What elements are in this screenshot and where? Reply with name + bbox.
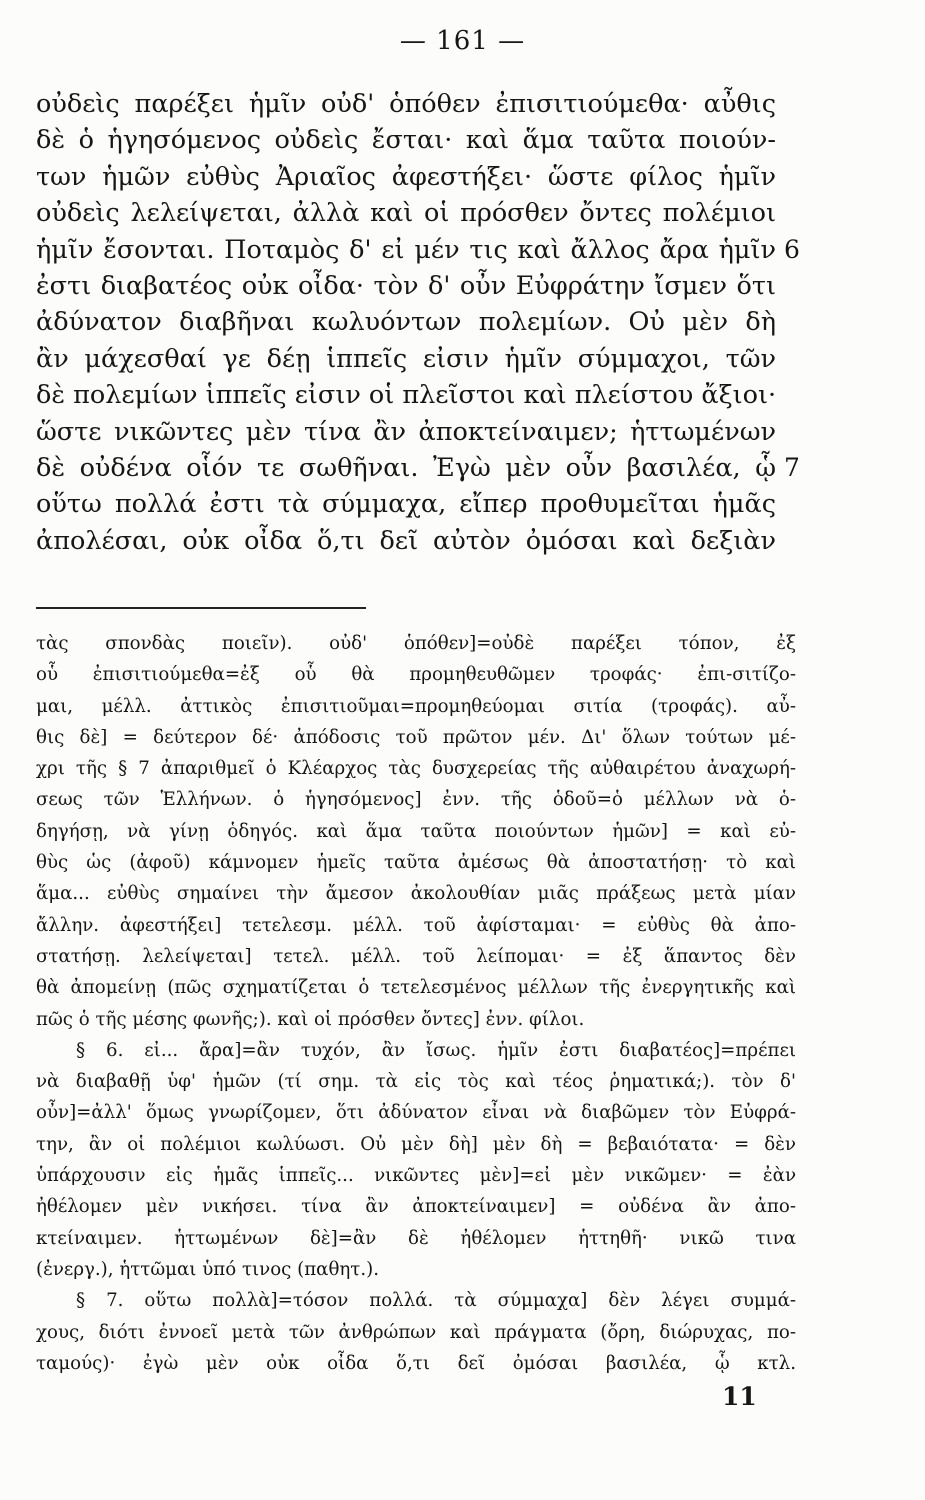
note-line: τὰς σπονδὰς ποιεῖν). οὐδ' ὁπόθεν]=οὐδὲ παρέξει τόπον, ἐξ xyxy=(36,633,796,654)
note-line: νὰ διαβαθῇ ὑφ' ἡμῶν (τί σημ. τὰ εἰς τὸς καὶ τέος ῥηματικά;). τὸν δ' xyxy=(36,1071,796,1093)
main-text-line: ἡμῖν ἔσονται. Ποταμὸς δ' εἰ μέν τις καὶ ἄλλος ἄρα ἡμῖν xyxy=(36,234,776,265)
page-number: — 161 — xyxy=(399,26,526,56)
note-line: χους, διότι ἐννοεῖ μετὰ τῶν ἀνθρώπων καὶ πράγματα (ὄρη, διώρυχας, πο- xyxy=(36,1321,796,1343)
main-text-line: ἐστι διαβατέος οὐκ οἶδα· τὸν δ' οὖν Εὐφράτην ἴσμεν ὅτι xyxy=(36,270,776,301)
main-text xyxy=(36,86,776,559)
note-line: § 6. εἰ... ἄρα]=ἂν τυχόν, ἂν ἴσως. ἡμῖν ἐστι διαβατέος]=πρέπει xyxy=(76,1039,796,1061)
note-line: πῶς ὁ τῆς μέσης φωνῆς;). καὶ οἱ πρόσθεν ὄντες] ἐνν. φίλοι. xyxy=(36,1008,585,1030)
note-line: § 7. οὕτω πολλὰ]=τόσον πολλά. τὰ σύμμαχα] δὲν λέγει συμμά- xyxy=(76,1290,796,1312)
note-line: μαι, μέλλ. ἀττικὸς ἐπισιτιοῦμαι=προμηθεύομαι σιτία (τροφάς). αὖ- xyxy=(36,695,796,717)
section-number-6: 6 xyxy=(784,234,800,264)
note-line: ταμούς)· ἐγὼ μὲν οὐκ οἶδα ὅ,τι δεῖ ὀμόσαι βασιλέα, ᾧ κτλ. xyxy=(36,1352,796,1374)
note-line: ἄλλην. ἀφεστήξει] τετελεσμ. μέλλ. τοῦ ἀφίσταμαι· = εὐθὺς θὰ ἀπο- xyxy=(36,914,796,936)
note-line: θὰ ἀπομείνῃ (πῶς σχηματίζεται ὁ τετελεσμένος μέλλων τῆς ἐνεργητικῆς καὶ xyxy=(36,977,796,999)
main-text-line: των ἡμῶν εὐθὺς Ἀριαῖος ἀφεστήξει· ὥστε φίλος ἡμῖν xyxy=(36,161,776,192)
main-text-line: ἀδύνατον διαβῆναι κωλυόντων πολεμίων. Οὐ μὲν δὴ xyxy=(36,307,776,338)
note-line: ὑπάρχουσιν εἰς ἡμᾶς ἱππεῖς... νικῶντες μὲν]=εἰ μὲν νικῶμεν· = ἐὰν xyxy=(36,1165,796,1187)
main-text-line: ἂν μάχεσθαί γε δέῃ ἱππεῖς εἰσιν ἡμῖν σύμμαχοι, τῶν xyxy=(36,343,776,374)
note-line: σεως τῶν Ἑλλήνων. ὁ ἡγησόμενος] ἐνν. τῆς ὁδοῦ=ὁ μέλλων νὰ ὁ- xyxy=(36,789,796,811)
note-line: (ἐνεργ.), ἡττῶμαι ὑπό τινος (παθητ.). xyxy=(36,1258,380,1280)
commentary-notes xyxy=(36,628,796,1379)
note-line: θὺς ὡς (ἀφοῦ) κάμνομεν ἡμεῖς ταῦτα ἀμέσως θὰ ἀποστατήσῃ· τὸ καὶ xyxy=(36,852,796,874)
main-text-line: δὲ ὁ ἡγησόμενος οὐδεὶς ἔσται· καὶ ἅμα ταῦτα ποιούν- xyxy=(36,125,776,156)
note-line: ἅμα... εὐθὺς σημαίνει τὴν ἄμεσον ἀκολουθίαν μιᾶς πράξεως μετὰ μίαν xyxy=(36,883,796,905)
note-line: κτείναιμεν. ἡττωμένων δὲ]=ἂν δὲ ἠθέλομεν ἡττηθῆ· νικῶ τινα xyxy=(36,1227,796,1249)
note-line: δηγήσῃ, νὰ γίνῃ ὁδηγός. καὶ ἅμα ταῦτα ποιούντων ἡμῶν] = καὶ εὐ- xyxy=(36,820,796,842)
main-text-line: οὐδεὶς παρέξει ἡμῖν οὐδ' ὁπόθεν ἐπισιτιούμεθα· αὖθις xyxy=(36,89,776,119)
printer-signature-mark: 11 xyxy=(722,1382,757,1411)
main-text-line: ὥστε νικῶντες μὲν τίνα ἂν ἀποκτείναιμεν; ἡττωμένων xyxy=(36,416,776,447)
note-line: χρι τῆς § 7 ἀπαριθμεῖ ὁ Κλέαρχος τὰς δυσχερείας τῆς αὐθαιρέτου ἀναχωρή- xyxy=(36,758,796,780)
note-line: την, ἂν οἱ πολέμιοι κωλύωσι. Οὐ μὲν δὴ] μὲν δὴ = βεβαιότατα· = δὲν xyxy=(36,1133,796,1155)
footnote-separator xyxy=(36,607,366,609)
note-line: οὗ ἐπισιτιούμεθα=ἐξ οὗ θὰ προμηθευθῶμεν τροφάς· ἐπι-σιτίζο- xyxy=(36,664,796,686)
main-text-line: δὲ οὐδένα οἷόν τε σωθῆναι. Ἐγὼ μὲν οὖν βασιλέα, ᾧ xyxy=(36,452,776,483)
main-text-line: οὐδεὶς λελείψεται, ἀλλὰ καὶ οἱ πρόσθεν ὄντες πολέμιοι xyxy=(36,198,776,229)
note-line: θις δὲ] = δεύτερον δέ· ἀπόδοσις τοῦ πρῶτον μέν. Δι' ὅλων τούτων μέ- xyxy=(36,726,796,748)
note-line: οὖν]=ἀλλ' ὅμως γνωρίζομεν, ὅτι ἀδύνατον εἶναι νὰ διαβῶμεν τὸν Εὐφρά- xyxy=(36,1102,796,1124)
note-line: στατήσῃ. λελείψεται] τετελ. μέλλ. τοῦ λείπομαι· = ἐξ ἅπαντος δὲν xyxy=(36,945,796,967)
main-text-line: δὲ πολεμίων ἱππεῖς εἰσιν οἱ πλεῖστοι καὶ πλείστου ἄξιοι· xyxy=(36,380,777,411)
note-line: ἠθέλομεν μὲν νικήσει. τίνα ἂν ἀποκτείναιμεν] = οὐδένα ἂν ἀπο- xyxy=(36,1196,796,1218)
main-text-line: ἀπολέσαι, οὐκ οἶδα ὅ,τι δεῖ αὐτὸν ὀμόσαι καὶ δεξιὰν xyxy=(36,525,776,556)
section-number-7: 7 xyxy=(784,453,800,482)
main-text-line: οὕτω πολλά ἐστι τὰ σύμμαχα, εἴπερ προθυμεῖται ἡμᾶς xyxy=(36,489,776,520)
